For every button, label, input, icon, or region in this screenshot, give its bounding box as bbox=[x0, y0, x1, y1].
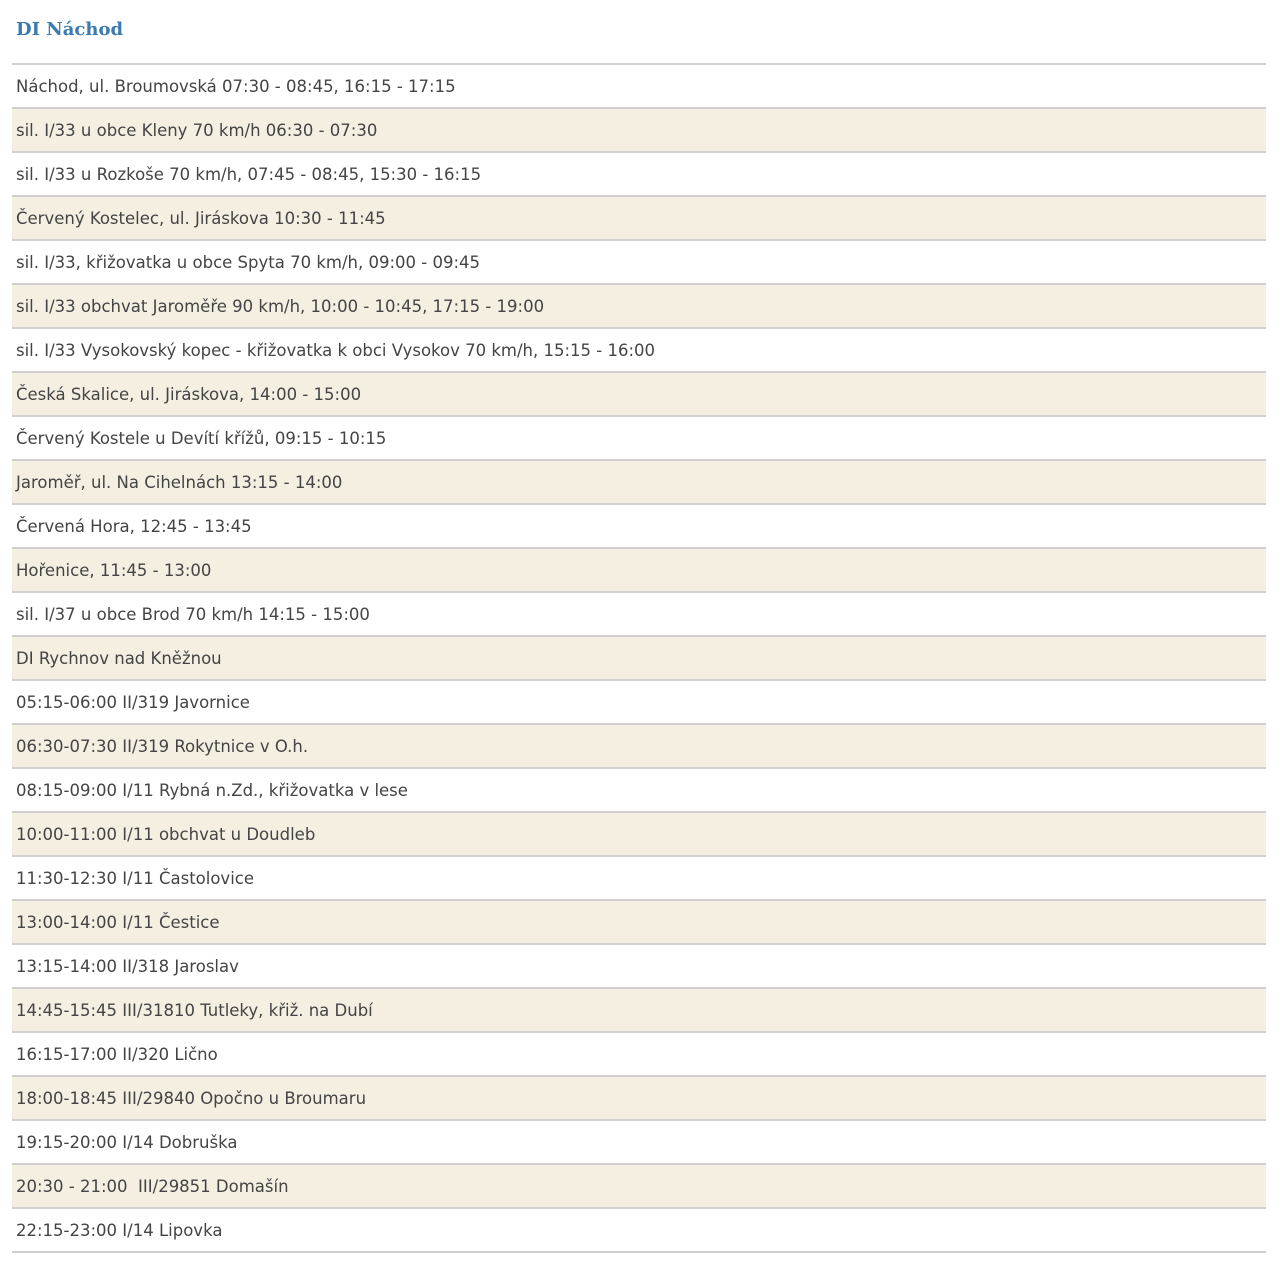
table-row-subheading: DI Rychnov nad Kněžnou bbox=[12, 637, 1266, 681]
table-row: Hořenice, 11:45 - 13:00 bbox=[12, 549, 1266, 593]
table-row: sil. I/33, křižovatka u obce Spyta 70 km/h, 09:00 - 09:45 bbox=[12, 241, 1266, 285]
table-row: Jaroměř, ul. Na Cihelnách 13:15 - 14:00 bbox=[12, 461, 1266, 505]
table-row: 14:45-15:45 III/31810 Tutleky, křiž. na Dubí bbox=[12, 989, 1266, 1033]
table-row: 18:00-18:45 III/29840 Opočno u Broumaru bbox=[12, 1077, 1266, 1121]
table-row: 16:15-17:00 II/320 Lično bbox=[12, 1033, 1266, 1077]
table-row: Červený Kostele u Devítí křížů, 09:15 - 10:15 bbox=[12, 417, 1266, 461]
table-row: 10:00-11:00 I/11 obchvat u Doudleb bbox=[12, 813, 1266, 857]
table-row: 08:15-09:00 I/11 Rybná n.Zd., křižovatka v lese bbox=[12, 769, 1266, 813]
table-row: Červená Hora, 12:45 - 13:45 bbox=[12, 505, 1266, 549]
table-row: sil. I/33 u obce Kleny 70 km/h 06:30 - 07:30 bbox=[12, 109, 1266, 153]
table-row: Česká Skalice, ul. Jiráskova, 14:00 - 15:00 bbox=[12, 373, 1266, 417]
table-row: 13:15-14:00 II/318 Jaroslav bbox=[12, 945, 1266, 989]
table-row: 19:15-20:00 I/14 Dobruška bbox=[12, 1121, 1266, 1165]
schedule-table bbox=[12, 63, 1266, 1253]
table-row: 11:30-12:30 I/11 Častolovice bbox=[12, 857, 1266, 901]
table-row: Červený Kostelec, ul. Jiráskova 10:30 - 11:45 bbox=[12, 197, 1266, 241]
table-row: 22:15-23:00 I/14 Lipovka bbox=[12, 1209, 1266, 1253]
table-row: 05:15-06:00 II/319 Javornice bbox=[12, 681, 1266, 725]
table-row: Náchod, ul. Broumovská 07:30 - 08:45, 16:15 - 17:15 bbox=[12, 65, 1266, 109]
section-heading: DI Náchod bbox=[16, 19, 124, 40]
table-row: 06:30-07:30 II/319 Rokytnice v O.h. bbox=[12, 725, 1266, 769]
table-row: sil. I/33 obchvat Jaroměře 90 km/h, 10:00 - 10:45, 17:15 - 19:00 bbox=[12, 285, 1266, 329]
table-row: sil. I/37 u obce Brod 70 km/h 14:15 - 15:00 bbox=[12, 593, 1266, 637]
table-row: 20:30 - 21:00 III/29851 Domašín bbox=[12, 1165, 1266, 1209]
table-row: sil. I/33 u Rozkoše 70 km/h, 07:45 - 08:45, 15:30 - 16:15 bbox=[12, 153, 1266, 197]
table-row: 13:00-14:00 I/11 Čestice bbox=[12, 901, 1266, 945]
table-row: sil. I/33 Vysokovský kopec - křižovatka k obci Vysokov 70 km/h, 15:15 - 16:00 bbox=[12, 329, 1266, 373]
